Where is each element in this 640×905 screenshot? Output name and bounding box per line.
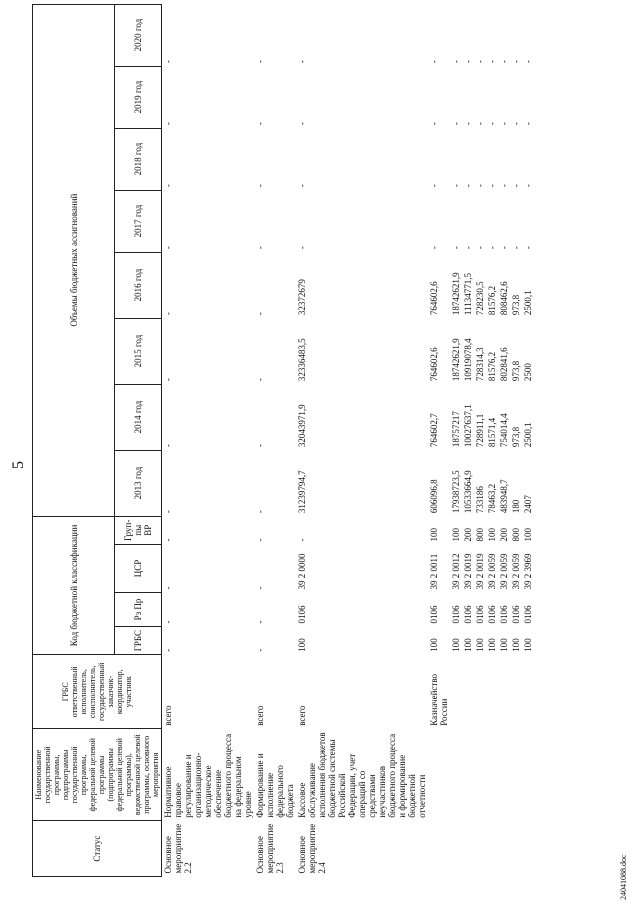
- vr-cell: 100: [451, 527, 461, 542]
- value-cell: 764602,6: [429, 347, 439, 382]
- csr-cell: 39 2 0000: [297, 553, 307, 590]
- value-cell: -: [255, 378, 265, 382]
- name-cell: [462, 729, 474, 821]
- status-cell: [498, 821, 510, 877]
- value-cell: 17938723,5: [451, 470, 461, 514]
- value-cell: -: [499, 122, 509, 126]
- document-id: 24041088.doc: [619, 854, 628, 900]
- value-cell: -: [255, 510, 265, 514]
- name-cell: [498, 729, 510, 821]
- value-cell: 180: [511, 499, 521, 514]
- name-cell: [450, 729, 462, 821]
- rz-pr-cell: -: [255, 620, 265, 624]
- value-cell: -: [487, 60, 497, 64]
- value-cell: -: [429, 122, 439, 126]
- header-year: 2017 год: [115, 190, 162, 252]
- value-cell: 733186: [475, 486, 485, 514]
- value-cell: -: [523, 246, 533, 250]
- value-cell: 10533664,9: [463, 470, 473, 514]
- value-cell: 18742621,9: [451, 338, 461, 382]
- value-cell: -: [429, 184, 439, 188]
- grbs-cell: [450, 655, 462, 729]
- value-cell: 18742621,9: [451, 272, 461, 316]
- status-cell: [510, 821, 522, 877]
- budget-table: [32, 4, 534, 877]
- value-cell: -: [297, 184, 307, 188]
- name-cell: [474, 729, 486, 821]
- rz-pr-cell: 0106: [487, 605, 497, 624]
- grbs-cell: всего: [163, 705, 173, 726]
- vr-cell: 100: [523, 527, 533, 542]
- header-year: 2018 год: [115, 128, 162, 190]
- name-cell: [510, 729, 522, 821]
- value-cell: -: [487, 184, 497, 188]
- value-cell: -: [255, 122, 265, 126]
- csr-cell: 39 2 0011: [429, 553, 439, 590]
- value-cell: 81576,2: [487, 351, 497, 382]
- value-cell: 483948,7: [499, 479, 509, 514]
- value-cell: 10027637,1: [463, 404, 473, 448]
- value-cell: 32372679: [297, 279, 307, 316]
- value-cell: -: [463, 184, 473, 188]
- csr-cell: 39 2 0019: [475, 553, 485, 590]
- status-cell: [428, 821, 450, 877]
- value-cell: 32043971,9: [297, 404, 307, 448]
- value-cell: -: [429, 60, 439, 64]
- rz-pr-cell: 0106: [511, 605, 521, 624]
- vr-cell: 200: [499, 527, 509, 542]
- value-cell: 728911,1: [475, 413, 485, 448]
- csr-cell: 39 2 0019: [463, 553, 473, 590]
- grbs-code-cell: 100: [463, 638, 473, 652]
- value-cell: -: [255, 246, 265, 250]
- grbs-code-cell: 100: [451, 638, 461, 652]
- value-cell: -: [163, 122, 173, 126]
- value-cell: 973,8: [511, 294, 521, 316]
- csr-cell: 39 2 0059: [511, 553, 521, 590]
- rz-pr-cell: 0106: [451, 605, 461, 624]
- rz-pr-cell: -: [163, 620, 173, 624]
- grbs-cell: Казначейство России: [429, 673, 449, 726]
- grbs-cell: [522, 655, 534, 729]
- grbs-code-cell: 100: [297, 638, 307, 652]
- header-year: 2020 год: [115, 4, 162, 66]
- csr-cell: 39 2 0059: [499, 553, 509, 590]
- value-cell: -: [523, 122, 533, 126]
- value-cell: 2500,1: [523, 422, 533, 448]
- header-year: 2015 год: [115, 318, 162, 384]
- value-cell: -: [451, 246, 461, 250]
- value-cell: 606096,8: [429, 479, 439, 514]
- value-cell: -: [451, 122, 461, 126]
- value-cell: -: [163, 184, 173, 188]
- grbs-code-cell: 100: [511, 638, 521, 652]
- grbs-code-cell: 100: [487, 638, 497, 652]
- value-cell: -: [523, 60, 533, 64]
- vr-cell: -: [255, 538, 265, 542]
- status-cell: Основное мероприятие 2.4: [297, 823, 327, 874]
- value-cell: 728230,5: [475, 281, 485, 316]
- budget-table-body: [162, 4, 535, 876]
- value-cell: -: [255, 444, 265, 448]
- table-row: [510, 4, 522, 876]
- rz-pr-cell: 0106: [297, 605, 307, 624]
- value-cell: 2500,1: [523, 290, 533, 316]
- table-row: [498, 4, 510, 876]
- value-cell: -: [499, 60, 509, 64]
- header-grbs-code: ГРБС: [115, 626, 162, 654]
- header-volumes: Объемы бюджетных ассигнований: [33, 4, 115, 516]
- value-cell: -: [511, 60, 521, 64]
- value-cell: -: [475, 246, 485, 250]
- status-cell: [450, 821, 462, 877]
- status-cell: [462, 821, 474, 877]
- name-cell: [486, 729, 498, 821]
- header-csr: ЦСР: [115, 544, 162, 592]
- rz-pr-cell: 0106: [523, 605, 533, 624]
- table-row: [474, 4, 486, 876]
- header-year: 2019 год: [115, 66, 162, 128]
- rz-pr-cell: 0106: [429, 605, 439, 624]
- table-row: [254, 4, 296, 876]
- value-cell: 2407: [523, 495, 533, 514]
- csr-cell: 39 2 0059: [487, 553, 497, 590]
- vr-cell: 100: [429, 527, 439, 542]
- vr-cell: 200: [463, 527, 473, 542]
- table-row: [296, 4, 428, 876]
- grbs-code-cell: 100: [429, 638, 439, 652]
- value-cell: -: [163, 510, 173, 514]
- grbs-cell: [474, 655, 486, 729]
- value-cell: -: [511, 122, 521, 126]
- value-cell: -: [297, 122, 307, 126]
- value-cell: -: [511, 184, 521, 188]
- value-cell: 81571,4: [487, 417, 497, 448]
- grbs-cell: [462, 655, 474, 729]
- vr-cell: 100: [487, 527, 497, 542]
- value-cell: -: [499, 246, 509, 250]
- value-cell: 764602,7: [429, 413, 439, 448]
- status-cell: [522, 821, 534, 877]
- csr-cell: -: [163, 586, 173, 590]
- name-cell: Нормативное правовое регулирование и организационно-методическое обеспечение бюджетного процесса на федеральном уровне: [163, 733, 253, 818]
- value-cell: -: [163, 378, 173, 382]
- table-row: [522, 4, 534, 876]
- value-cell: 2500: [523, 363, 533, 382]
- name-cell: [522, 729, 534, 821]
- header-year: 2016 год: [115, 252, 162, 318]
- table-row: [428, 4, 450, 876]
- grbs-code-cell: 100: [499, 638, 509, 652]
- header-name: Наименование государственной программы, подпрограммы государственной программы, федеральной целевой программы (подпрограммы федеральной целевой программы), ведомственной целевой программы, основного мероприятия: [33, 729, 162, 821]
- value-cell: 10919078,4: [463, 338, 473, 382]
- rz-pr-cell: 0106: [499, 605, 509, 624]
- value-cell: -: [163, 246, 173, 250]
- value-cell: 802841,6: [499, 347, 509, 382]
- value-cell: -: [255, 184, 265, 188]
- grbs-code-cell: -: [163, 648, 173, 652]
- csr-cell: -: [255, 586, 265, 590]
- grbs-code-cell: -: [255, 648, 265, 652]
- vr-cell: -: [163, 538, 173, 542]
- value-cell: 973,8: [511, 426, 521, 448]
- value-cell: -: [463, 122, 473, 126]
- value-cell: 78463,2: [487, 483, 497, 514]
- value-cell: 728314,3: [475, 347, 485, 382]
- rz-pr-cell: 0106: [475, 605, 485, 624]
- value-cell: -: [487, 122, 497, 126]
- value-cell: 808462,6: [499, 281, 509, 316]
- status-cell: [474, 821, 486, 877]
- table-row: [486, 4, 498, 876]
- header-status: Статус: [33, 821, 162, 877]
- value-cell: 973,8: [511, 360, 521, 382]
- value-cell: -: [499, 184, 509, 188]
- value-cell: -: [163, 312, 173, 316]
- grbs-cell: всего: [297, 705, 307, 726]
- csr-cell: 39 2 0012: [451, 553, 461, 590]
- grbs-cell: [510, 655, 522, 729]
- value-cell: 764602,6: [429, 281, 439, 316]
- value-cell: -: [475, 60, 485, 64]
- value-cell: -: [463, 60, 473, 64]
- value-cell: 32336483,5: [297, 338, 307, 382]
- status-cell: Основное мероприятие 2.2: [163, 823, 193, 874]
- table-row: [162, 4, 255, 876]
- value-cell: -: [451, 60, 461, 64]
- value-cell: -: [475, 122, 485, 126]
- value-cell: -: [255, 312, 265, 316]
- value-cell: -: [463, 246, 473, 250]
- grbs-cell: [486, 655, 498, 729]
- grbs-cell: [498, 655, 510, 729]
- rz-pr-cell: 0106: [463, 605, 473, 624]
- csr-cell: 39 2 3969: [523, 553, 533, 590]
- value-cell: -: [255, 60, 265, 64]
- grbs-code-cell: 100: [475, 638, 485, 652]
- value-cell: -: [297, 246, 307, 250]
- name-cell: Кассовое обслуживание исполнения бюджетов бюджетной системы Российской Федерации, учет операций со средствами неучастников бюджетного процесса и формирование бюджетной отчетности: [297, 732, 427, 818]
- header-year: 2013 год: [115, 450, 162, 516]
- value-cell: -: [429, 246, 439, 250]
- grbs-cell: всего: [255, 705, 265, 726]
- name-cell: Формирование и исполнение федерального бюджета: [255, 753, 295, 818]
- value-cell: 18757217: [451, 411, 461, 448]
- page-number: 5: [10, 461, 27, 469]
- header-budget-code: Код бюджетной классификации: [33, 516, 115, 655]
- grbs-code-cell: 100: [523, 638, 533, 652]
- value-cell: -: [523, 184, 533, 188]
- table-row: [450, 4, 462, 876]
- header-vr: Груп-пы ВР: [115, 516, 162, 544]
- value-cell: -: [163, 444, 173, 448]
- value-cell: -: [297, 60, 307, 64]
- value-cell: -: [451, 184, 461, 188]
- header-grbs: ГРБС ответственный исполнитель, соисполнитель, государственный заказчик-координатор, участник: [33, 655, 162, 729]
- value-cell: -: [475, 184, 485, 188]
- status-cell: [486, 821, 498, 877]
- value-cell: -: [163, 60, 173, 64]
- vr-cell: 800: [475, 527, 485, 542]
- value-cell: 31239794,7: [297, 470, 307, 514]
- vr-cell: 800: [511, 527, 521, 542]
- status-cell: Основное мероприятие 2.3: [255, 823, 285, 874]
- value-cell: -: [511, 246, 521, 250]
- value-cell: 11134771,5: [463, 273, 473, 316]
- value-cell: 754014,4: [499, 413, 509, 448]
- header-rz-pr: Рз Пр: [115, 592, 162, 626]
- value-cell: 81576,2: [487, 285, 497, 316]
- table-row: [462, 4, 474, 876]
- header-year: 2014 год: [115, 384, 162, 450]
- value-cell: -: [487, 246, 497, 250]
- vr-cell: -: [297, 538, 307, 542]
- name-cell: [428, 729, 450, 821]
